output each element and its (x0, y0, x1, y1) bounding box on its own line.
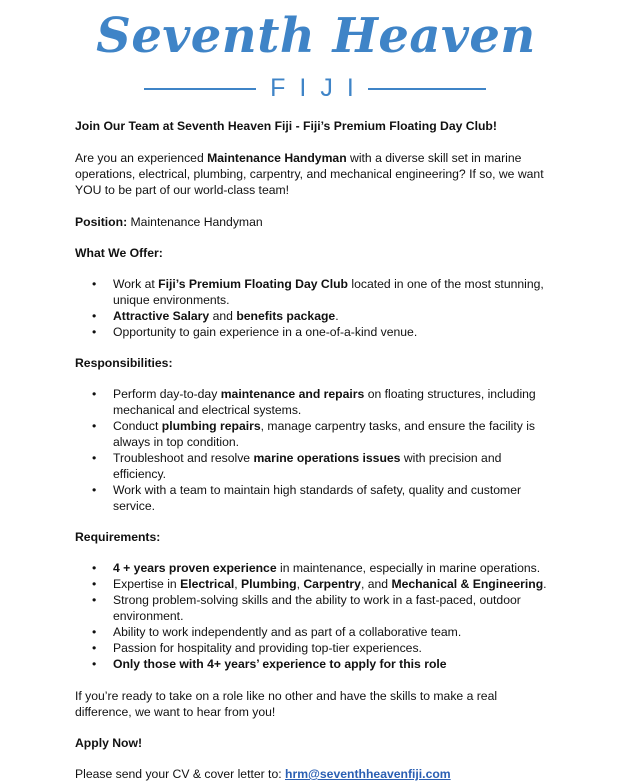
list-text-bold: Fiji’s Premium Floating Day Club (158, 277, 348, 291)
list-text: , (296, 577, 304, 591)
list-text: Troubleshoot and resolve (113, 451, 254, 465)
list-item (75, 576, 555, 592)
list-text: , (234, 577, 242, 591)
list-text: on floating structures, including mechanical and electrical systems. (113, 387, 536, 417)
list-text-bold: benefits package (236, 309, 336, 323)
offer-heading: What We Offer: (75, 246, 163, 260)
position-value: Maintenance Handyman (127, 215, 263, 229)
intro-role: Maintenance Handyman (207, 151, 347, 165)
list-item (75, 560, 555, 576)
list-text-bold: Electrical (180, 577, 235, 591)
document-body (75, 118, 555, 782)
list-text: located in one of the most stunning, unique environments. (113, 277, 544, 307)
apply-heading: Apply Now! (75, 736, 143, 750)
list-text: in maintenance, especially in marine operations. (276, 561, 541, 575)
list-text-bold: Plumbing (241, 577, 297, 591)
list-text: Passion for hospitality and providing top-tier experiences. (113, 641, 422, 655)
list-text-bold: Carpentry (303, 577, 361, 591)
list-item (75, 640, 555, 656)
intro-paragraph (75, 150, 555, 198)
list-text: Opportunity to gain experience in a one-of-a-kind venue. (113, 325, 418, 339)
logo-fiji-text: FIJI (270, 74, 368, 102)
list-text: Expertise in (113, 577, 181, 591)
list-text: Work with a team to maintain high standards of safety, quality and customer service. (113, 483, 522, 513)
responsibilities-heading: Responsibilities: (75, 356, 173, 370)
list-text-bold: Attractive Salary (113, 309, 210, 323)
list-text: with precision and efficiency. (113, 451, 502, 481)
requirements-heading: Requirements: (75, 530, 161, 544)
list-text: , and (360, 577, 392, 591)
contact-text: Please send your CV & cover letter to: (75, 767, 285, 781)
email-link[interactable]: hrm@seventhheavenfiji.com (285, 767, 451, 781)
list-item (75, 450, 555, 482)
list-text-bold: Mechanical & Engineering (391, 577, 544, 591)
list-item (75, 624, 555, 640)
list-text: Ability to work independently and as part of a collaborative team. (113, 625, 462, 639)
contact-line (75, 766, 555, 782)
list-text-bold: plumbing repairs (161, 419, 261, 433)
logo-script-text: Seventh Heaven (96, 8, 536, 64)
list-item (75, 482, 555, 514)
responsibilities-list (75, 386, 555, 514)
offer-list (75, 276, 555, 340)
closing-paragraph: If you’re ready to take on a role like no other and have the skills to make a real difference, we want to hear from you! (75, 689, 498, 719)
position-label: Position: (75, 215, 128, 229)
requirements-list (75, 560, 555, 672)
list-text: . (543, 577, 547, 591)
logo-rule-left (144, 88, 256, 90)
list-item (75, 592, 555, 624)
intro-text: Are you an experienced (75, 151, 208, 165)
logo-rule-right (368, 88, 486, 90)
list-item (75, 308, 555, 324)
list-text-bold: marine operations issues (253, 451, 401, 465)
list-text: . (335, 309, 339, 323)
list-text: , manage carpentry tasks, and ensure the facility is always in top condition. (113, 419, 536, 449)
list-text: and (209, 309, 237, 323)
intro-text-rest: with a diverse skill set in marine operations, electrical, plumbing, carpentry, and mechanical engineering? If so, we want YOU to be part of our world-class team! (75, 151, 544, 197)
list-text: Strong problem-solving skills and the ability to work in a fast-paced, outdoor environment. (113, 593, 521, 623)
list-item (75, 656, 555, 672)
list-text: Perform day-to-day (113, 387, 221, 401)
company-logo (0, 0, 632, 110)
list-text: Conduct (113, 419, 162, 433)
list-item (75, 324, 555, 340)
list-item (75, 276, 555, 308)
list-text: Work at (113, 277, 159, 291)
list-item (75, 418, 555, 450)
position-line (75, 214, 555, 230)
list-text-bold: Only those with 4+ years’ experience to apply for this role (113, 657, 447, 671)
page-title: Join Our Team at Seventh Heaven Fiji - Fiji’s Premium Floating Day Club! (75, 119, 497, 133)
list-text-bold: maintenance and repairs (220, 387, 365, 401)
list-item (75, 386, 555, 418)
list-text-bold: 4 + years proven experience (113, 561, 277, 575)
